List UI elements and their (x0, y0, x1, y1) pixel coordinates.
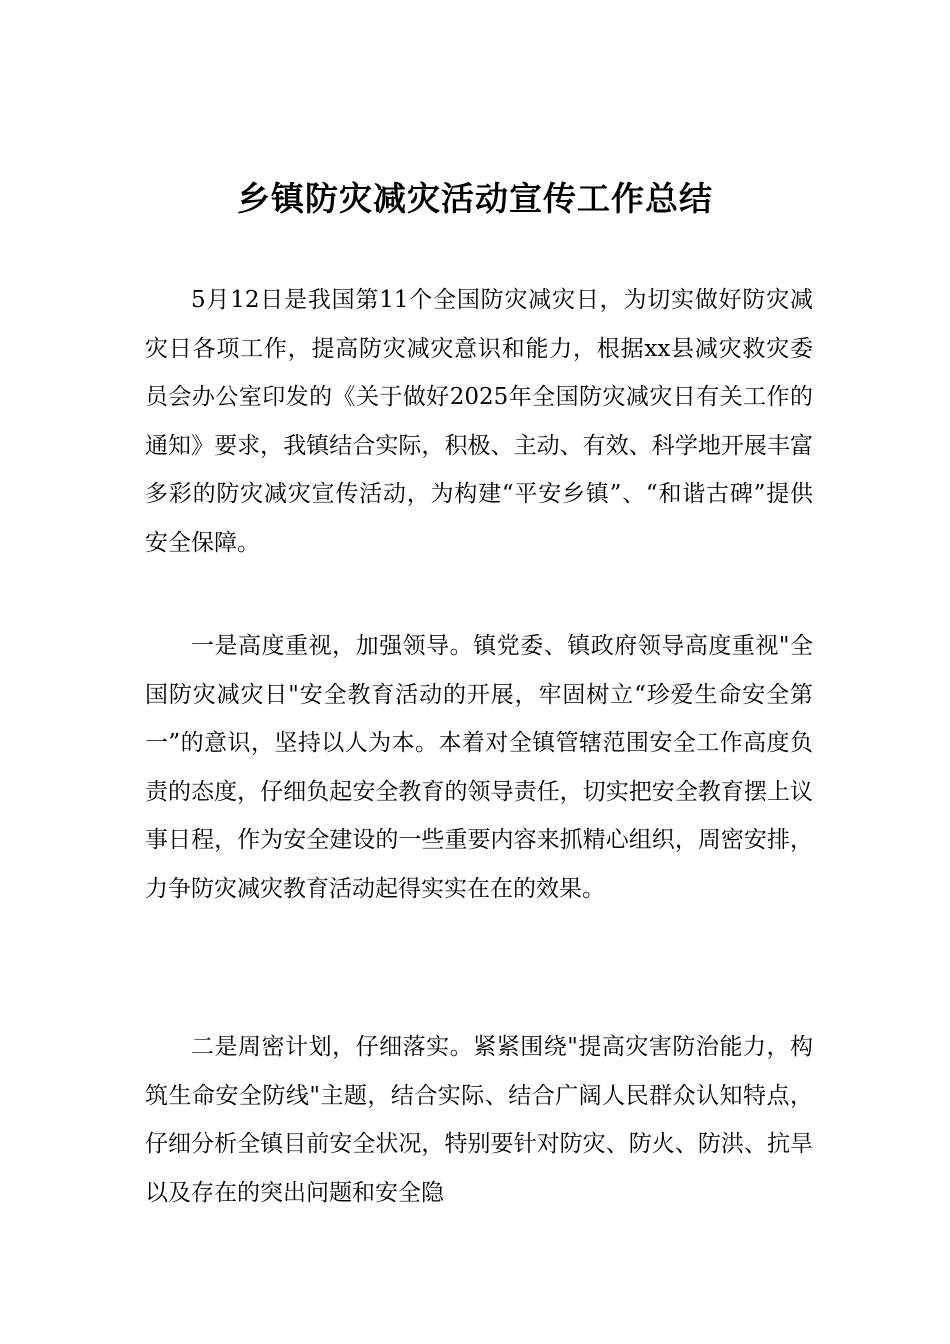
paragraph-leadership: 一是高度重视，加强领导。镇党委、镇政府领导高度重视"全国防灾减灾日"安全教育活动的开展，牢固树立“珍爱生命安全第一”的意识，坚持以人为本。本着对全镇管辖范围安全工作高度负责的态度，仔细负起安全教育的领导责任，切实把安全教育摆上议事日程，作为安全建设的一些重要内容来抓精心组织，周密安排，力争防灾减灾教育活动起得实实在在的效果。 (145, 633, 813, 902)
document-title: 乡镇防灾减灾活动宣传工作总结 (237, 179, 713, 218)
paragraph-planning: 二是周密计划，仔细落实。紧紧围绕"提高灾害防治能力，构筑生命安全防线"主题，结合实际、结合广阔人民群众认知特点，仔细分析全镇目前安全状况，特别要针对防灾、防火、防洪、抗旱以及存在的突出问题和安全隐 (145, 1034, 813, 1206)
paragraph-intro: 5月12日是我国第11个全国防灾减灾日，为切实做好防灾减灾日各项工作，提高防灾减灾意识和能力，根据xx县减灾救灾委员会办公室印发的《关于做好2025年全国防灾减灾日有关工作的通知》要求，我镇结合实际，积极、主动、有效、科学地开展丰富多彩的防灾减灾宣传活动，为构建“平安乡镇”、“和谐古碑”提供安全保障。 (145, 287, 813, 556)
